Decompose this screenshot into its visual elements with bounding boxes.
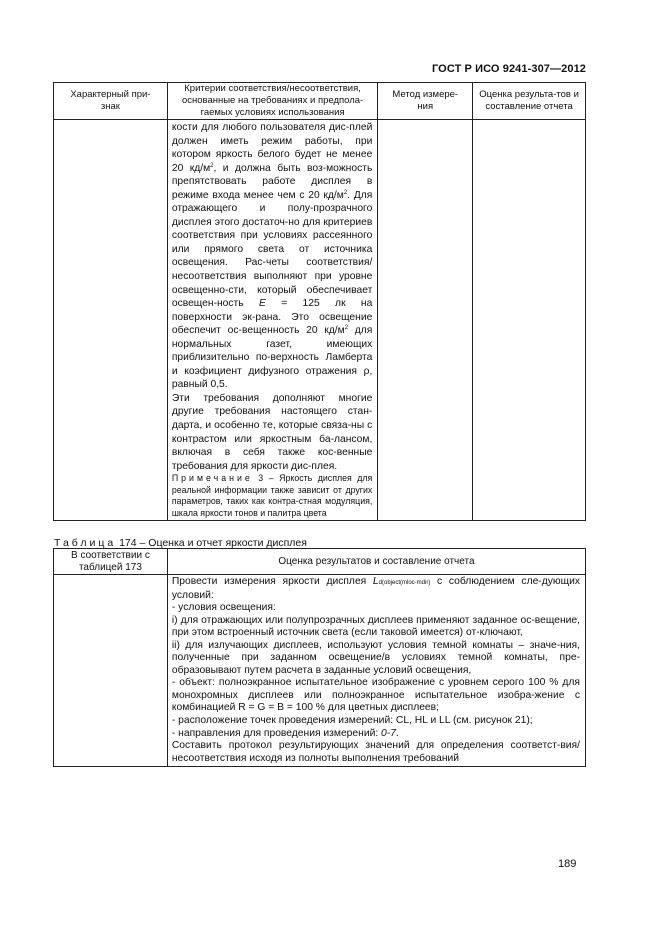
eval-line-reflective: i) для отражающих или полупрозрачных дисплеев применяют заданное ос-вещение, при этом встроенный источник света (если таковой имеется) от-ключают, — [171, 614, 580, 639]
eval-line-directions: - направления для проведения измерений: 0-7. — [171, 727, 399, 739]
col-criteria: Критерии соответствия/несоответствия, основанные на требованиях и предпола-гаемых условиях использования — [167, 83, 377, 120]
eval-line-intro: Провести измерения яркости дисплея Ld(object(mloc-mdir) с соблюдением сле-дующих условий: — [171, 576, 580, 601]
evaluation-cell — [167, 575, 585, 767]
report-cell — [473, 120, 586, 521]
col-evaluation: Оценка результатов и составление отчета — [167, 549, 585, 575]
criteria-cell — [167, 120, 377, 521]
accordance-cell — [54, 575, 168, 767]
col-feature: Характерный при-знак — [54, 83, 168, 120]
feature-cell — [54, 120, 168, 521]
page-number: 189 — [558, 858, 577, 870]
evaluation-table-header — [54, 549, 586, 575]
col-report: Оценка результа-тов и составление отчета — [473, 83, 586, 120]
method-cell — [378, 120, 473, 521]
criteria-table — [53, 82, 586, 521]
eval-line-emissive: ii) для излучающих дисплеев, используют условия темной комнаты – значе-ния, полученные при заданном освещение/в условиях темной комнаты, пре-образовывают путем расчета в заданные условий освещения, — [171, 639, 580, 676]
eval-line-points: - расположение точек проведения измерений: CL, HL и LL (см. рисунок 21); — [171, 715, 533, 727]
eval-line-illumination: - условия освещения: — [171, 602, 276, 614]
col-method: Метод измере-ния — [378, 83, 473, 120]
eval-line-object: - объект: полноэкранное испытательное изображение с уровнем серого 100 % для монохромных дисплеев или полноэкранное испытательное изобра-жение с комбинацией R = G = B = 100 % для цветных дисплеев; — [171, 677, 580, 714]
table-caption: Таблица 174 – Оценка и отчет яркости дисплея — [54, 537, 307, 549]
criteria-paragraph-2: Эти требования дополняют многие другие требования настоящего стан-дарта, и особенно те, которые связа-ны с контрастом или яркостным ба-лансом, включая в себя также кос-венные требования для яркости дис-плея. — [171, 392, 373, 472]
criteria-table-header — [54, 83, 586, 120]
evaluation-row — [54, 575, 586, 767]
criteria-row — [54, 120, 586, 521]
col-accordance: В соответствии с таблицей 173 — [54, 549, 168, 575]
criteria-paragraph-1: кости для любого пользователя дис-плей должен иметь режим работы, при котором яркость белого будет не менее 20 $кд/м^2$, и должна быть воз-можность препятствовать работе дисплея в режиме входа менее чем с 20 $кд/м^2$. Для отражающего и полу-прозрачного дисплея этого достаточ-но для критериев соответствия при условиях рассеянного или прямого света от источника освещения. Рас-четы соответствия/несоответствия выполняют при уровне освещенно-сти, который обеспечивает освещен-ность E = 125 лк на поверхности эк-рана. Это освещение обеспечит ос-вещенность 20 $кд/м^2$ для нормальных газет, имеющих приблизительно по-верхность Ламберта и коэфициент дифузного отражения ρ, равный 0,5. — [171, 122, 373, 391]
evaluation-table — [53, 548, 586, 767]
eval-line-protocol: Составить протокол результирующих значений для определения соответст-вия/несоответствия исходя из полноты выполнения требований — [171, 740, 580, 764]
note-3: Примечание 3 – Яркость дисплея для реальной информации также зависит от других параметров, таких как контра-стная модуляция, шкала яркости тонов и палитра цвета — [171, 473, 373, 518]
document-header: ГОСТ Р ИСО 9241-307—2012 — [431, 63, 586, 75]
